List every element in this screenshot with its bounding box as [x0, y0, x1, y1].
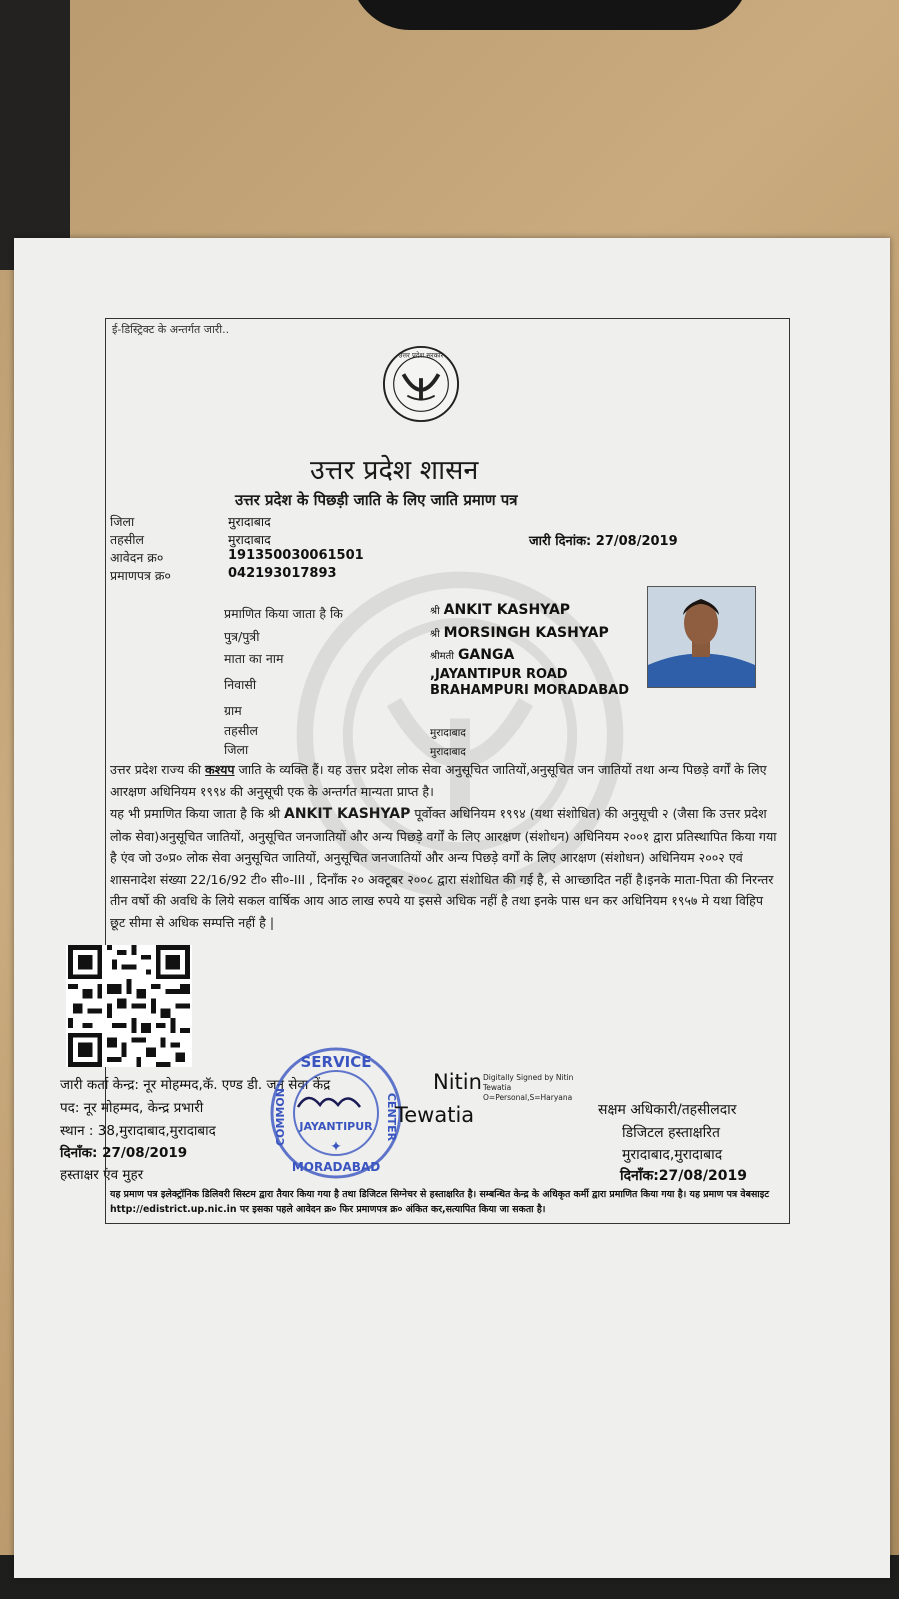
issuer-post: पद: नूर मोहम्मद, केन्द्र प्रभारी — [60, 1100, 204, 1116]
para2-end: पूर्वोक्त अधिनियम १९९४ (यथा संशोधित) की अनुसूची २ (जैसा कि उत्तर प्रदेश लोक सेवा)अनुसूचित जातियों, अनुसूचित जनजातियों और अन्य पिछड़े वर्गों के लिए आरक्षण (संशोधन) अधिनियम २००१ द्वारा प्रतिस्थापित किया गया है एंव जो उ०प्र० लोक सेवा अनुसूचित जातियों, अनुसूचित जनजातियों और अन्य पिछड़े वर्गों के लिए आरक्षण (संशोधन) अधिनियम २००२ एवं शासनादेश संख्या 22/16/92 टी० सी०-III , दिनाँक २० अक्टूबर २००८ द्वारा संशोधित की गई है, से आच्छादित नहीं है।इनके माता-पिता की निरन्तर तीन वर्षो की अवधि के लिये सकल वार्षिक आय आठ लाख रुपये या इससे अधिक नहीं है तथा इनके पास धन कर अधिनियम १९५७ मे यथा विहिप छूट सीमा से अधिक सम्पत्ति नहीं है | — [110, 806, 777, 930]
person-district-value: मुरादाबाद — [430, 746, 466, 758]
district-value: मुरादाबाद — [228, 514, 271, 529]
district-label: जिला — [110, 514, 135, 529]
certify-label: प्रमाणित किया जाता है कि — [224, 606, 343, 621]
address-line2: BRAHAMPURI MORADABAD — [430, 683, 629, 698]
person-name-row — [430, 602, 570, 618]
father-name: MORSINGH KASHYAP — [443, 625, 609, 641]
issued-under-text: ई-डिस्ट्रिक्ट के अन्तर्गत जारी.. — [112, 323, 230, 336]
father-name-row — [430, 625, 609, 641]
tehsil-value: मुरादाबाद — [228, 532, 271, 547]
person-tehsil-value: मुरादाबाद — [430, 727, 466, 739]
stamp-top-text: SERVICE — [300, 1053, 372, 1071]
para1-end: जाति के व्यक्ति हैं। यह उत्तर प्रदेश लोक सेवा अनुसूचित जातियों,अनुसूचित जन जातियों तथा अन्य पिछड़े वर्गों के लिए आरक्षण अधिनियम १९९४ की अनुसूची एक के अन्तर्गत मान्यता प्राप्त है। — [110, 762, 767, 799]
address-line1: ,JAYANTIPUR ROAD — [430, 667, 568, 682]
authority-signed: डिजिटल हस्ताक्षरित — [622, 1125, 720, 1141]
issuer-sign-seal: हस्ताक्षर एंव मुहर — [60, 1167, 144, 1183]
issuer-place: स्थान : 38,मुरादाबाद,मुरादाबाद — [60, 1123, 216, 1139]
tehsil-label: तहसील — [110, 532, 144, 547]
application-label: आवेदन क्र० — [110, 550, 164, 565]
para1-start: उत्तर प्रदेश राज्य की — [110, 762, 206, 777]
signature-last-name: Tewatia — [395, 1103, 475, 1127]
mother-label: माता का नाम — [224, 651, 284, 666]
signature-line3: O=Personal,S=Haryana — [483, 1093, 573, 1102]
applicant-photo — [647, 586, 756, 688]
stamp-right-text: CENTER — [385, 1092, 398, 1142]
issuer-center: जारी कर्ता केन्द्र: नूर मोहम्मद,कॅ. एण्ड डी. जन सेवा केंद्र — [60, 1077, 331, 1093]
certificate-no-label: प्रमाणपत्र क्र० — [110, 568, 171, 583]
resident-label: निवासी — [224, 677, 257, 692]
issuer-date: दिनाँक: 27/08/2019 — [60, 1145, 188, 1161]
relation-label: पुत्र/पुत्री — [224, 629, 260, 644]
authority-date: दिनाँक:27/08/2019 — [620, 1168, 747, 1184]
paragraph-income — [110, 803, 782, 933]
person-tehsil-label: तहसील — [224, 723, 258, 738]
stamp-middle-text: JAYANTIPUR — [299, 1120, 373, 1133]
authority-title: सक्षम अधिकारी/तहसीलदार — [598, 1102, 737, 1118]
background-shadow — [0, 0, 70, 270]
qr-code — [66, 945, 192, 1067]
application-number: 191350030061501 — [228, 548, 364, 563]
government-title: उत्तर प्रदेश शासन — [310, 455, 479, 486]
mother-name: GANGA — [457, 647, 515, 663]
svg-text:✦: ✦ — [330, 1139, 342, 1155]
digital-signature-details — [483, 1073, 573, 1103]
authority-place: मुरादाबाद,मुरादाबाद — [622, 1147, 723, 1163]
common-service-center-stamp — [268, 1045, 404, 1181]
person-name: ANKIT KASHYAP — [443, 602, 571, 618]
certificate-number: 042193017893 — [228, 566, 337, 581]
para2-start: यह भी प्रमाणित किया जाता है कि श्री — [110, 806, 284, 821]
paragraph-caste — [110, 759, 782, 802]
signature-line2: Tewatia — [483, 1083, 512, 1092]
mother-name-row — [430, 647, 514, 663]
verification-note: यह प्रमाण पत्र इलेक्ट्रॉनिक डिलिवरी सिस्टम द्वारा तैयार किया गया है तथा डिजिटल सिग्नेचर से हस्ताक्षरित है। सम्बन्धित केन्द्र के अधिकृत कर्मी द्वारा प्रमाणित किया गया है। यह प्रमाण पत्र वेबसाइट http://edistrict.up.nic.in पर इसका पहले आवेदन क्र० फिर प्रमाणपत्र क्र० अंकित कर,सत्यापित किया जा सकता है। — [110, 1189, 770, 1215]
name-prefix: श्री — [430, 606, 440, 617]
signature-first-name: Nitin — [433, 1070, 482, 1094]
up-government-seal — [372, 345, 470, 423]
issue-date: जारी दिनांक: 27/08/2019 — [529, 534, 678, 549]
phone-object — [350, 0, 750, 30]
stamp-bottom-text: MORADABAD — [291, 1160, 381, 1174]
signature-line1: Digitally Signed by Nitin — [483, 1073, 574, 1082]
caste-name: कश्यप — [205, 762, 235, 777]
para2-person-name: ANKIT KASHYAP — [283, 806, 411, 822]
stamp-left-text: COMMON — [274, 1088, 287, 1146]
father-prefix: श्री — [430, 629, 440, 640]
village-label: ग्राम — [224, 703, 242, 718]
mother-prefix: श्रीमती — [430, 651, 454, 662]
certificate-title: उत्तर प्रदेश के पिछड़ी जाति के लिए जाति प्रमाण पत्र — [235, 491, 518, 509]
person-district-label: जिला — [224, 742, 249, 757]
seal-text: उत्तर प्रदेश सरकार — [398, 351, 444, 360]
